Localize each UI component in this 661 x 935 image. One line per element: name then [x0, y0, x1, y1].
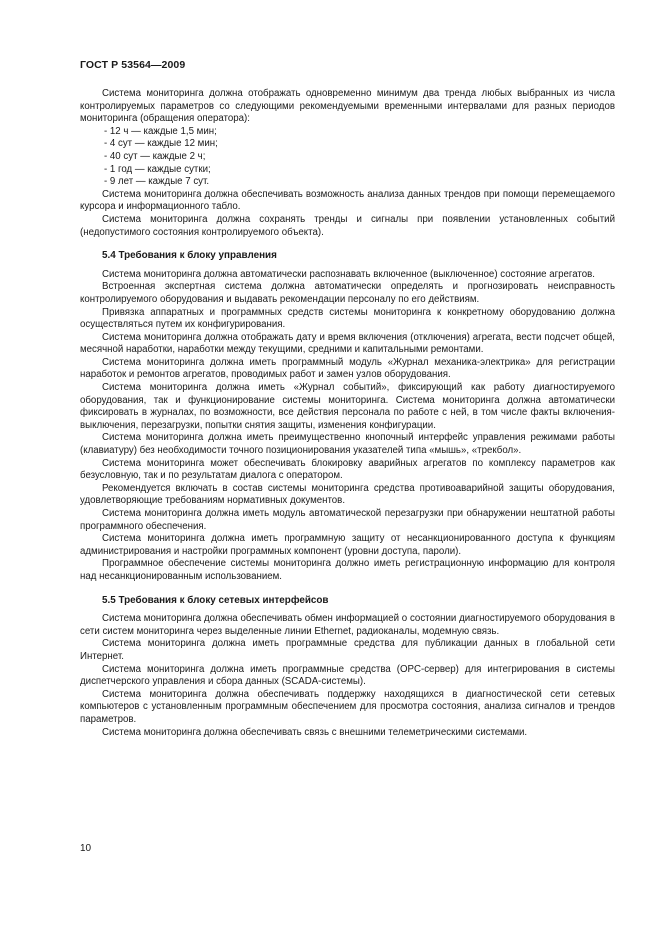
section-heading-5-4: 5.4 Требования к блоку управления: [102, 250, 277, 262]
paragraph: Система мониторинга должна обеспечивать возможность анализа данных трендов при помощи перемещаемого курсора и информационного табло.: [80, 188, 615, 213]
document-body: [80, 88, 615, 739]
paragraph: Система мониторинга должна иметь модуль автоматической перезагрузки при обнаружении нештатной работы программного обеспечения.: [80, 508, 615, 532]
paragraph: Система мониторинга может обеспечивать блокировку аварийных агрегатов по комплексу параметров как безусловную, так и по результатам диалога с оператором.: [80, 457, 615, 482]
paragraph: Рекомендуется включать в состав системы мониторинга средства противоаварийной защиты оборудования, удовлетворяющие требованиям нормативных документов.: [80, 482, 615, 507]
interval-list: [80, 126, 615, 189]
paragraph: Встроенная экспертная система должна автоматически определять и прогнозировать неисправность контролируемого оборудования и выдавать рекомендации персоналу по его действиям.: [80, 281, 615, 305]
page-number: 10: [80, 843, 92, 854]
list-item: - 1 год — каждые сутки;: [104, 163, 211, 175]
list-item: - 40 сут — каждые 2 ч;: [104, 150, 206, 162]
paragraph: Привязка аппаратных и программных средств системы мониторинга к конкретному оборудованию должна осуществляться путем их конфигурирования.: [80, 306, 615, 331]
list-item: - 4 сут — каждые 12 мин;: [104, 138, 218, 150]
paragraph: Система мониторинга должна иметь программные средства для публикации данных в глобальной сети Интернет.: [80, 638, 615, 662]
paragraph: Система мониторинга должна иметь программную защиту от несанкционированного доступа к функциям администрирования и настройки программных компонент (уровни доступа, пароли).: [80, 533, 615, 557]
list-item: - 9 лет — каждые 7 сут.: [104, 176, 210, 188]
paragraph: Система мониторинга должна сохранять тренды и сигналы при появлении установленных событий (недопустимого состояния контролируемого объекта).: [80, 213, 615, 238]
paragraph: Система мониторинга должна обеспечивать обмен информацией о состоянии диагностируемого оборудования в сети систем мониторинга через выделенные линии Ethernet, радиоканалы, модемную связь.: [80, 613, 615, 637]
paragraph: Система мониторинга должна автоматически распознавать включенное (выключенное) состояние агрегатов.: [102, 268, 595, 280]
paragraph: Система мониторинга должна обеспечивать поддержку находящихся в диагностической сети сетевых компьютеров с установленным программным обеспечением для просмотра состояния, анализа сигналов и трендов параметров.: [80, 688, 615, 725]
paragraph: Система мониторинга должна иметь «Журнал событий», фиксирующий как работу диагностируемого оборудования, так и функционирование системы мониторинга. Система мониторинга должна автоматически фиксировать в журналах, по возможности, все действия персонала по работе с ней, в том числе факты включения-выключения, перезагрузки, попытки снятия защиты, изменения конфигурации.: [80, 382, 615, 431]
list-item: - 12 ч — каждые 1,5 мин;: [104, 125, 217, 137]
paragraph: Система мониторинга должна обеспечивать связь с внешними телеметрическими системами.: [102, 726, 528, 738]
paragraph: Система мониторинга должна иметь программный модуль «Журнал механика-электрика» для регистрации наработок и ремонтов агрегатов, проводимых работ и замен узлов оборудования.: [80, 356, 615, 381]
paragraph: Система мониторинга должна иметь преимущественно кнопочный интерфейс управления режимами работы (клавиатуру) без необходимости точного позиционирования указателей типа «мышь», «трекбол».: [80, 432, 615, 457]
paragraph: Система мониторинга должна иметь программные средства (OPC-сервер) для интегрирования в системы диспетчерского управления и сбора данных (SCADA-системы).: [80, 663, 615, 688]
paragraph: Система мониторинга должна отображать одновременно минимум два тренда любых выбранных из числа контролируемых параметров со следующими рекомендуемыми временными интервалами для разных периодов мониторинга (обращения оператора):: [80, 88, 615, 125]
section-heading-5-5: 5.5 Требования к блоку сетевых интерфейсов: [102, 594, 329, 606]
document-header: ГОСТ Р 53564—2009: [80, 59, 186, 71]
paragraph: Система мониторинга должна отображать дату и время включения (отключения) агрегата, вести подсчет общей, месячной наработки, наработки между текущими, средними и капитальными ремонтами.: [80, 331, 615, 356]
paragraph: Программное обеспечение системы мониторинга должно иметь регистрационную информацию для контроля над несанкционированным использованием.: [80, 558, 615, 582]
